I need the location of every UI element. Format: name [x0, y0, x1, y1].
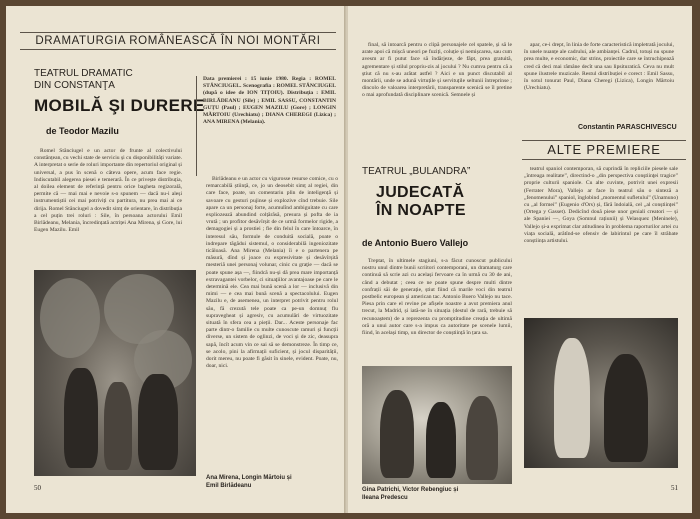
production-photo	[34, 270, 196, 476]
article-column-6	[524, 166, 678, 316]
title-line1: JUDECATĂ	[376, 184, 465, 201]
title-line2: ÎN NOAPTE	[376, 202, 466, 219]
author-signature: Constantin PARASCHIVESCU	[578, 124, 677, 131]
article-column-4	[524, 42, 674, 102]
article-column-3	[362, 42, 512, 138]
paragraph: Romel Stănciugel e un actor de frunte al colectivului constănțean, cu vechi state de serviciu și cu disponibilități variate. A interpretat o serie de roluri importante din repertoriul original și universal, a pus în scenă o câteva opere, acum face regie. Indiscutabil alegerea piesei e temerară. În ce privește distribuția, al doilea element de referință pentru orice bagheta regizorală, permite că — mai mai e nevoie s-o spunem — dacă nu-i aleși instrumentiștii cei mai potriviți cu partitura, nu prea mai ai ce dirija. Romel Stănciugel a dovedit simț de orientare, în distribuția a cel puțin trei roluri : Sile, în persoana actorului Emil Birlădeanu, Melania, încredințată actriței Ana Mirena, și Gore, lui Eugen Mazilu. Emil	[34, 148, 182, 234]
section-header: DRAMATURGIA ROMÂNEASCĂ ÎN NOI MONTĂRI	[20, 32, 336, 50]
photo-caption	[362, 486, 522, 502]
paragraph: Birlădeanu e un actor cu vigurosse resurse comice, cu o remarcabilă știință, ce, jo un deosebit simț al regiei, din care face, poate, un comentariu plin de inteligență și savoare cu gesturi pujinse și explozive cînd trebuie. Sile apare ca un personaj forte, acumulînd ambiguitate cu care expliozează abundind colțărăsă, presura și pofta de ia vrută ; un profitor desăvîrșit de ce urmă formelor rigide, a demagogiei și a prostiei ; fie din felul în care întoarce, în interesul său, formule de conduită socială, poate o indrepare tăgădui sistemul, o considerabilă ingeniozitate ticăloasă. Ana Mirena (Melania) îi e o partenera pe măsură, dînd și joace cu expresivitate și desăvîrșită mesteriă unei personaj volunar, cinic cu graţie — dacă se poate spune așa —, fiindcă nu-și dă prea mare importanță extravagantei vorbelor, ci situaţiilor avantajoase pe care le determină ele. Cea mai bună scenă a lor — inclusivă din mimi — e cea mai bună scenă a spectacolului. Eugen Mazilu e, de asemenea, un interpret potrivit pentru rolul său, fă crezută tele poate ca pe-un domnuț flu supravegheat și agresiv, cu acumulări de virtuozitate situată în sfera cea a pieții. Dar... Aceste personaje fac parte dintr-o familie cu multe cunoscute ramuri și funcții diverse, un sistem de oglinzi, de voci și de zic, deasupra sapă, încît acum vin ce sai să se demonstreze. În timp ce, se acolo, pini la afirmații suficient, și jocul disparității, dorit mereu, nu poate fi găsit în sinele, evident. Poate, nu, doar, nici.	[206, 176, 338, 370]
paragraph: teatrul spaniol contemporan, să cuprindă în repliciile piesele sale „întreaga realitate”, directind-o „din perspectiva conştiinţei tragice” proprie culturii spaniole. Cu alte cuvinte, potrivit unei expresii (Ferrater Mora), Vallejo ar face în teatrul său o sinteză a „fenomenului” spaniol, înglobind „momentul sufletului” (Unamuno) cu „al formei” (Eugenio d'Ors) și, fără îndoială, cel „al conștiinței” (Ortega y Gasset). Dedicînd două piese unor geniali creatori — și ale Spaniei —, Goya (Somnul rațiunii) și Velasquez (Meninele), Vallejo și-a exprimat clar atitudinea în problema raporturilor artei cu viața socială, arătînd-se ofensiv de labirintul pe care îl străbate conștiința artistului.	[524, 166, 678, 245]
page-number: 51	[671, 484, 678, 492]
theatre-name-line2: DIN CONSTANŢA	[34, 80, 115, 91]
cast-credits: Data premierei : 15 iunie 1980. Regia : ROMEL STĂNCIUGEL. Scenografia : ROMEL STĂNCIUGEL (după o idee de ION TIȚOIU). Distribuția : EMIL BIRLĂDEANU (Sile) ; EMIL SASSU, CONSTANTIN GUȚU (Paul) ; EUGEN MAZILU (Gore) ; LONGIN MĂRTOIU (Urechiatu) ; DIANA CHEREGI (Lizica) ; ANA MIRENA (Melania).	[196, 76, 336, 176]
theatre-name-line1: TEATRUL DRAMATIC	[34, 68, 133, 79]
left-page	[6, 6, 346, 513]
caption-line2: Ileana Predescu	[362, 495, 408, 501]
play-title	[376, 184, 516, 220]
right-page	[348, 6, 692, 513]
theatre-name	[34, 68, 174, 92]
caption-line1: Gina Patrichi, Victor Rebengiuc și	[362, 487, 459, 493]
byline: de Teodor Mazilu	[46, 126, 119, 136]
article-column-5	[362, 258, 512, 362]
paragraph: Treptat, în ultimele stagiuni, s-a făcut cunoscut publicului nostru unul dintre bunii scriitori contemporani, un dramaturg care continuă să scrie azi cu același fervoare ca în urmă cu 30 de ani, când a debutat ; ceea ce ne poate spune despre multi dintre confrații săi de generație, știut fiind că marile voci din teatrul postbelic european și american tac. Antonio Buero Vallejo nu tace. Piesa prin care el revine pe afișele noastre a avut premiera anul trecut, la Madrid, și iată-ne în situația (destul de rară, trebuie să recunoaștem) de a reprezenta cu promptitudine creația de ultimă oră a unui autor care s-a impus ca autoritate pe scenele lumii, fiind, în același timp, un director de conștiință în țara sa.	[362, 258, 512, 337]
paragraph: final, să intoarcă pentru o clipă personajele cel spatele, și să le arate apoi că mișcă uneori pe fuziți, coluție și nemișcarea, sau cum avesm ar fi putut face să îndărjeze, de făpt, prea gratuită, agrementare și stilul propriu-zis al jocului ? Nu cumva pentru că a știut că nu s-au arătat astfel ? Aici e un punct discutabil al montării, unde se adună virtuțile și servituțile seltunii întreprinse ; dincolo de valoarea interpretării, transparente scenică se îl pretine o mai aprofundată disciplinare scenică. Semnele și	[362, 42, 512, 99]
page-number: 50	[34, 484, 41, 492]
paragraph: apar, ce-i drept, în linia de forte caracteristică impletrată jocului, în unele nuanțe ale cadrului, ale ambianței. Cadrul, totuși nu spune prea multe, e economic, dar strins, proiectile care se întruchipează cred că deci mai rămâne decît una sau lipsituratică. Ceva nu mult spune ilustrele muzicale. Restul distribuției e corect : Emil Sassu, în sotul tonurat Paul, Diana Cheregi (Lizica), Longin Mărtoiu (Urechiatu).	[524, 42, 674, 92]
production-photo-2	[524, 318, 678, 468]
caption-line2: Emil Birlădeanu	[206, 483, 252, 489]
byline: de Antonio Buero Vallejo	[362, 238, 469, 248]
section-header: ALTE PREMIERE	[522, 140, 686, 160]
play-title: MOBILĂ ŞI DURERE	[34, 96, 205, 115]
article-column-2	[206, 176, 338, 466]
photo-caption	[206, 474, 338, 490]
article-column-1	[34, 148, 182, 266]
theatre-name: TEATRUL „BULANDRA”	[362, 166, 471, 177]
caption-line1: Ana Mirena, Longin Mărtoiu și	[206, 475, 292, 481]
production-photo	[362, 366, 512, 484]
